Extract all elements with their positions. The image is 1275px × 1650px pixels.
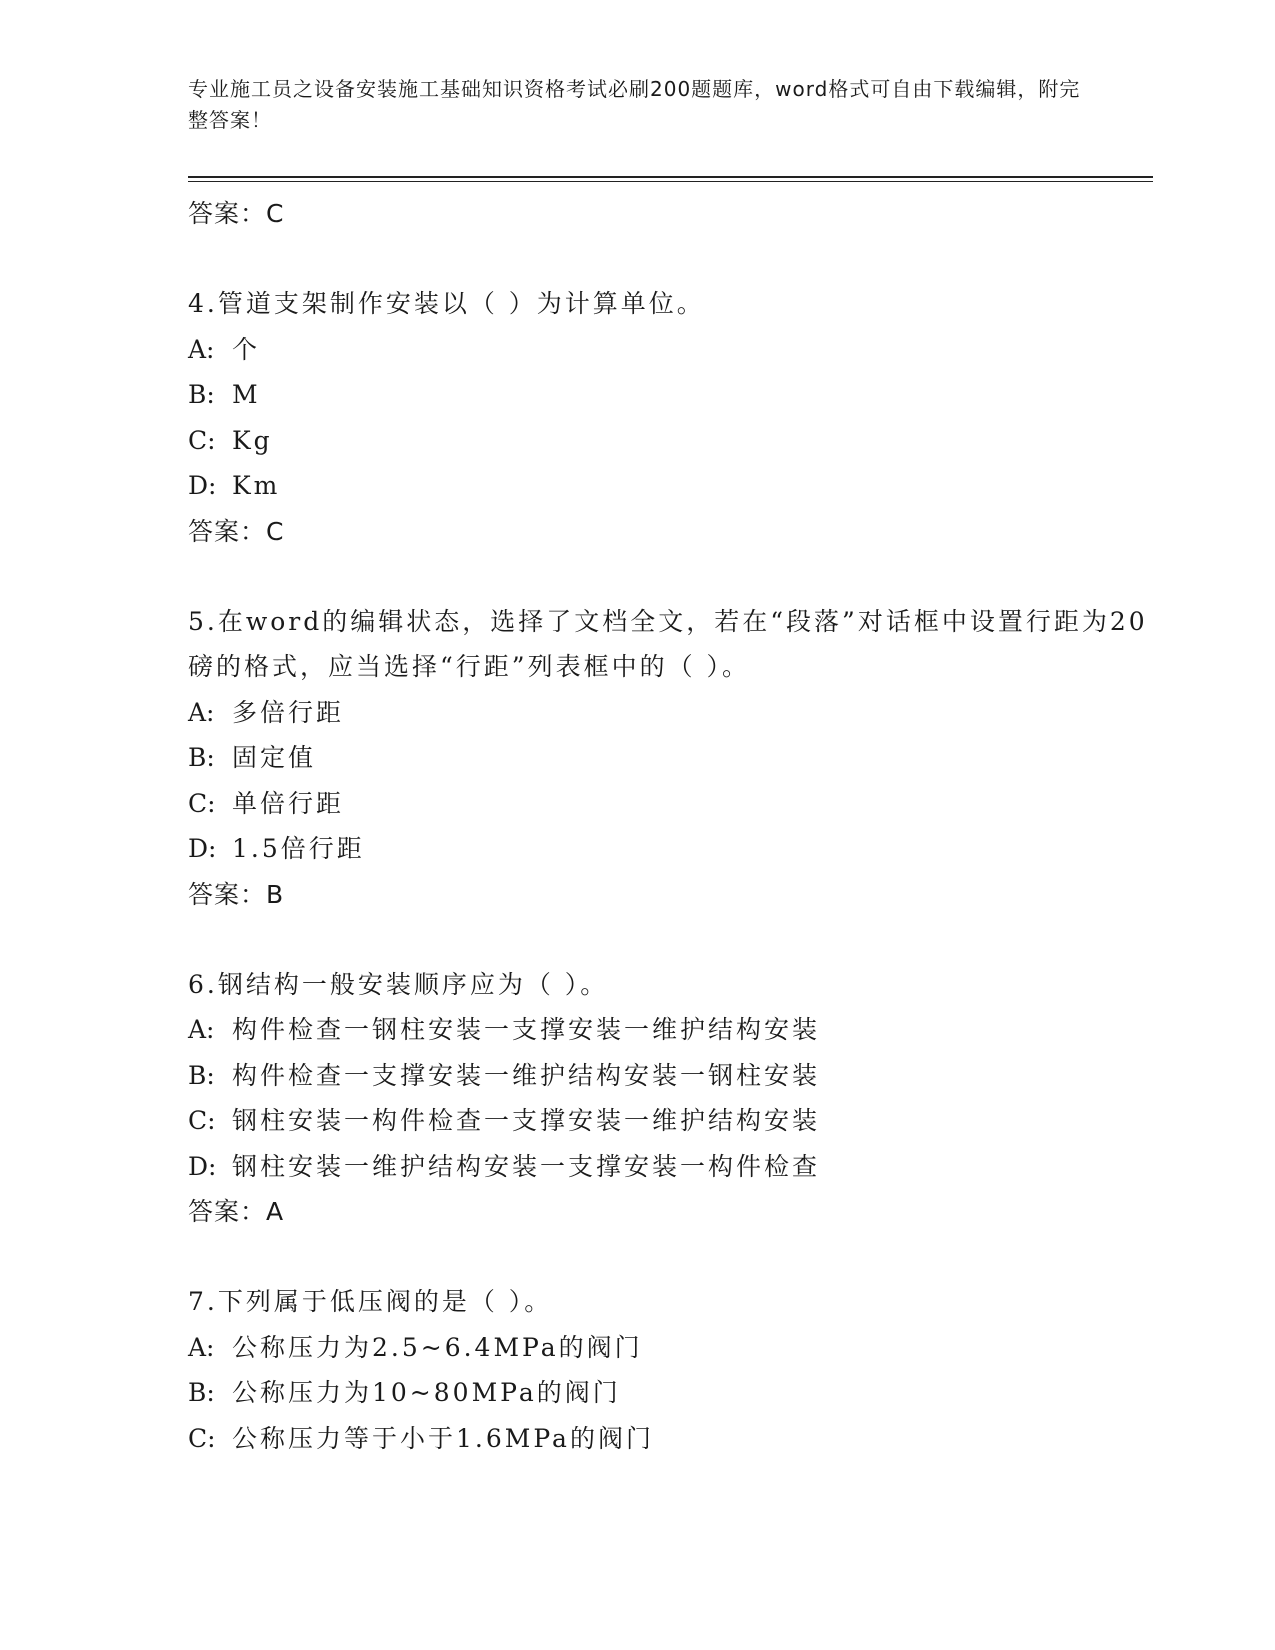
option-text: 固定值 bbox=[232, 743, 317, 772]
option-a bbox=[188, 690, 1153, 736]
option-a bbox=[188, 327, 1153, 373]
option-key: B: bbox=[188, 743, 215, 772]
option-text: 1.5倍行距 bbox=[232, 834, 365, 863]
question-item bbox=[188, 599, 1153, 918]
option-key: B: bbox=[188, 1378, 215, 1407]
option-key: C: bbox=[188, 1106, 216, 1135]
option-key: D: bbox=[188, 1151, 217, 1181]
option-key: B: bbox=[188, 1060, 215, 1090]
option-key: C: bbox=[188, 425, 216, 455]
option-key: A: bbox=[188, 1015, 215, 1044]
header-rule-thin bbox=[188, 181, 1153, 182]
header-rule-thick bbox=[188, 176, 1153, 178]
option-text: Kg bbox=[232, 425, 273, 455]
option-d bbox=[188, 826, 1153, 872]
option-key: A: bbox=[188, 334, 215, 364]
option-key: A: bbox=[188, 1332, 215, 1362]
option-text: Km bbox=[232, 471, 281, 500]
option-b bbox=[188, 735, 1153, 781]
option-text: 钢柱安装一维护结构安装一支撑安装一构件检查 bbox=[232, 1151, 821, 1181]
option-text: 个 bbox=[232, 334, 261, 364]
option-c bbox=[188, 418, 1153, 464]
question-text: 6.钢结构一般安装顺序应为（ ）。 bbox=[188, 969, 609, 999]
option-text: 构件检查一钢柱安装一支撑安装一维护结构安装 bbox=[232, 1015, 821, 1044]
option-d bbox=[188, 463, 1153, 509]
option-key: D: bbox=[188, 471, 217, 500]
option-d bbox=[188, 1144, 1153, 1190]
option-key: B: bbox=[188, 380, 215, 409]
option-text: 构件检查一支撑安装一维护结构安装一钢柱安装 bbox=[232, 1060, 821, 1090]
option-key: D: bbox=[188, 834, 217, 863]
option-text: 钢柱安装一构件检查一支撑安装一维护结构安装 bbox=[232, 1106, 821, 1135]
option-text: M bbox=[232, 380, 261, 409]
question-text: 7.下列属于低压阀的是（ ）。 bbox=[188, 1287, 553, 1316]
option-key: C: bbox=[188, 1423, 216, 1453]
option-c bbox=[188, 1098, 1153, 1144]
page-header: 专业施工员之设备安装施工基础知识资格考试必刷200题题库，word格式可自由下载编辑，附完整答案！ bbox=[188, 77, 1081, 132]
answer-line: 答案：C bbox=[188, 516, 285, 546]
question-item bbox=[188, 962, 1153, 1236]
option-a bbox=[188, 1007, 1153, 1053]
option-text: 公称压力等于小于1.6MPa的阀门 bbox=[232, 1423, 654, 1453]
option-c bbox=[188, 781, 1153, 827]
answer-line: 答案：B bbox=[188, 879, 285, 909]
option-b bbox=[188, 1053, 1153, 1099]
previous-answer: 答案：C bbox=[188, 199, 285, 228]
option-key: C: bbox=[188, 788, 216, 818]
answer-line: 答案：A bbox=[188, 1197, 285, 1226]
option-key: A: bbox=[188, 697, 215, 727]
option-b bbox=[188, 1370, 1153, 1416]
question-text: 4.管道支架制作安装以（ ）为计算单位。 bbox=[188, 289, 705, 318]
option-text: 多倍行距 bbox=[232, 697, 345, 727]
option-b bbox=[188, 372, 1153, 418]
question-item bbox=[188, 1279, 1153, 1461]
option-c bbox=[188, 1416, 1153, 1462]
question-item bbox=[188, 281, 1153, 555]
question-text: 5.在word的编辑状态，选择了文档全文，若在“段落”对话框中设置行距为20磅的格式，应当选择“行距”列表框中的（ ）。 bbox=[188, 606, 1148, 681]
question-list bbox=[188, 191, 1153, 1461]
option-text: 单倍行距 bbox=[232, 788, 345, 818]
option-text: 公称压力为2.5~6.4MPa的阀门 bbox=[232, 1332, 643, 1362]
option-text: 公称压力为10~80MPa的阀门 bbox=[232, 1378, 621, 1407]
option-a bbox=[188, 1325, 1153, 1371]
